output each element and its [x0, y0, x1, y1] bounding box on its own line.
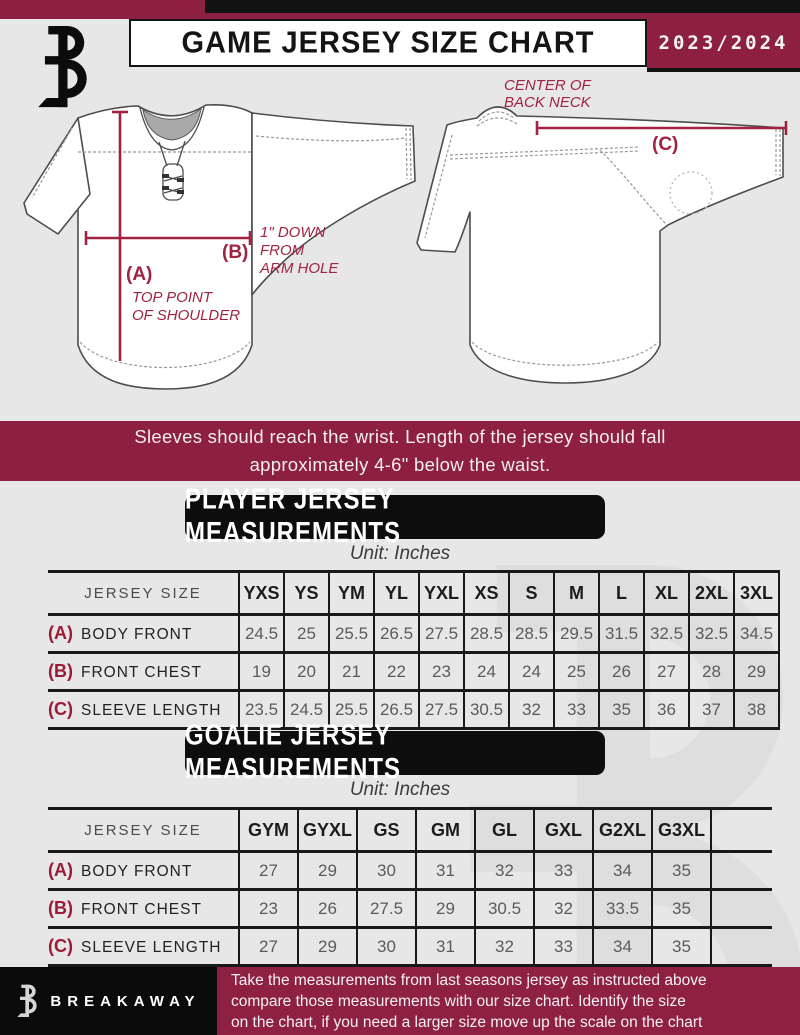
measurement-value: 32.5 [644, 615, 689, 653]
measurement-row [48, 928, 772, 966]
label-b-note-2: FROM [260, 242, 305, 259]
measurement-value: 35 [599, 691, 644, 729]
label-c-note-2: BACK NECK [504, 94, 591, 111]
measurement-row [48, 653, 779, 691]
row-title: FRONT CHEST [81, 901, 202, 918]
size-column-header: L [599, 572, 644, 615]
measurement-value: 20 [284, 653, 329, 691]
size-column-header: G3XL [652, 809, 711, 852]
size-column-header: S [509, 572, 554, 615]
blank-cell [711, 890, 772, 928]
size-column-header: GM [416, 809, 475, 852]
fit-note-line-2: approximately 4-6" below the waist. [249, 454, 551, 475]
measurement-value: 34.5 [734, 615, 779, 653]
measurement-value: 31 [416, 928, 475, 966]
measurement-value: 32 [534, 890, 593, 928]
measurement-value: 27 [239, 852, 298, 890]
row-title: BODY FRONT [81, 863, 193, 880]
measurement-value: 25.5 [329, 691, 374, 729]
measurement-value: 31 [416, 852, 475, 890]
measurement-value: 26.5 [374, 691, 419, 729]
row-key: (C) [48, 936, 73, 956]
measurement-value: 29 [298, 852, 357, 890]
page-title: GAME JERSEY SIZE CHART [181, 25, 595, 60]
front-jersey-diagram [24, 105, 415, 389]
back-jersey-diagram [417, 80, 786, 383]
row-title: FRONT CHEST [81, 664, 202, 681]
size-column-header: YM [329, 572, 374, 615]
measurement-value: 27.5 [419, 615, 464, 653]
measurement-value: 29 [298, 928, 357, 966]
measurement-value: 38 [734, 691, 779, 729]
blank-cell [711, 928, 772, 966]
jersey-diagrams [0, 80, 800, 420]
measurement-value: 34 [593, 852, 652, 890]
measurement-value: 33 [534, 852, 593, 890]
measurement-value: 24 [509, 653, 554, 691]
measurement-value: 26 [599, 653, 644, 691]
measurement-value: 23.5 [239, 691, 284, 729]
measurement-value: 32 [509, 691, 554, 729]
measurement-value: 25.5 [329, 615, 374, 653]
blank-column [711, 809, 772, 852]
measurement-value: 31.5 [599, 615, 644, 653]
table-corner-label: JERSEY SIZE [84, 821, 202, 839]
measurement-value: 26 [298, 890, 357, 928]
measurement-value: 28.5 [464, 615, 509, 653]
measurement-value: 30.5 [475, 890, 534, 928]
measurement-value: 27 [239, 928, 298, 966]
measurement-value: 24 [464, 653, 509, 691]
measurement-value: 23 [239, 890, 298, 928]
measurement-value: 29 [416, 890, 475, 928]
breakaway-footer-logo [16, 982, 40, 1020]
measurement-value: 25 [554, 653, 599, 691]
fit-note-banner [0, 421, 800, 481]
size-column-header: GYM [239, 809, 298, 852]
footer-brand-box [0, 967, 217, 1035]
measurement-value: 27 [644, 653, 689, 691]
size-column-header: GL [475, 809, 534, 852]
footer-note-line-1: Take the measurements from last seasons jersey as instructed above [231, 971, 707, 989]
row-label [48, 890, 239, 928]
measurement-value: 27.5 [357, 890, 416, 928]
player-unit-label: Unit: Inches [349, 543, 451, 564]
measurement-value: 33 [534, 928, 593, 966]
measurement-value: 26.5 [374, 615, 419, 653]
size-column-header: YS [284, 572, 329, 615]
footer-note-line-3: on the chart, if you need a larger size move up the scale on the chart [231, 1013, 703, 1031]
label-b: (B) [222, 242, 249, 263]
measurement-value: 33 [554, 691, 599, 729]
goalie-unit-label: Unit: Inches [349, 779, 451, 800]
fit-note-line-1: Sleeves should reach the wrist. Length of the jersey should fall [134, 426, 666, 447]
table-corner-label: JERSEY SIZE [84, 584, 202, 602]
measurement-value: 28.5 [509, 615, 554, 653]
measurement-value: 35 [652, 928, 711, 966]
measurement-value: 21 [329, 653, 374, 691]
header-black-strip [205, 0, 800, 13]
row-label [48, 852, 239, 890]
size-column-header: XL [644, 572, 689, 615]
size-column-header: YL [374, 572, 419, 615]
measurement-value: 36 [644, 691, 689, 729]
measurement-value: 30 [357, 852, 416, 890]
measurement-value: 29 [734, 653, 779, 691]
goalie-section-title: GOALIE JERSEY MEASUREMENTS [185, 719, 402, 786]
measurement-value: 34 [593, 928, 652, 966]
label-c: (C) [652, 134, 679, 155]
size-column-header: YXS [239, 572, 284, 615]
label-b-note-3: ARM HOLE [260, 260, 339, 277]
season-label: 2023/2024 [658, 31, 789, 54]
measurement-row [48, 615, 779, 653]
row-key: (C) [48, 699, 73, 719]
size-column-header: 2XL [689, 572, 734, 615]
label-c-note-1: CENTER OF [504, 80, 591, 94]
player-section-banner [185, 483, 605, 550]
measurement-row [48, 852, 772, 890]
label-a-note-2: OF SHOULDER [132, 307, 241, 324]
measurement-value: 30.5 [464, 691, 509, 729]
size-column-header: GS [357, 809, 416, 852]
measurement-value: 27.5 [419, 691, 464, 729]
measurement-value: 32 [475, 928, 534, 966]
row-title: SLEEVE LENGTH [81, 702, 222, 719]
brand-name: BREAKAWAY [50, 992, 201, 1010]
row-label [48, 615, 239, 653]
goalie-section-banner [185, 719, 605, 786]
row-label [48, 653, 239, 691]
page-title-banner [129, 19, 647, 67]
label-b-note-1: 1" DOWN [260, 224, 326, 241]
measurement-value: 28 [689, 653, 734, 691]
size-column-header: M [554, 572, 599, 615]
size-column-header: G2XL [593, 809, 652, 852]
measurement-value: 35 [652, 852, 711, 890]
label-a: (A) [126, 264, 153, 285]
measurement-row [48, 890, 772, 928]
measurement-value: 19 [239, 653, 284, 691]
measurement-value: 25 [284, 615, 329, 653]
goalie-measurements-table [48, 807, 772, 967]
measurement-value: 24.5 [239, 615, 284, 653]
size-column-header: GXL [534, 809, 593, 852]
size-column-header: YXL [419, 572, 464, 615]
player-measurements-table [48, 570, 780, 730]
measurement-value: 32.5 [689, 615, 734, 653]
size-column-header: 3XL [734, 572, 779, 615]
row-key: (B) [48, 898, 73, 918]
footer-note-line-2: compare those measurements with our size chart. Identify the size [231, 992, 686, 1010]
season-badge [647, 17, 800, 72]
blank-cell [711, 852, 772, 890]
measurement-value: 33.5 [593, 890, 652, 928]
row-key: (A) [48, 623, 73, 643]
label-a-note-1: TOP POINT [132, 289, 213, 306]
row-title: BODY FRONT [81, 626, 193, 643]
measurement-value: 23 [419, 653, 464, 691]
measurement-value: 22 [374, 653, 419, 691]
row-key: (B) [48, 661, 73, 681]
row-label [48, 928, 239, 966]
measurement-value: 35 [652, 890, 711, 928]
measurement-value: 37 [689, 691, 734, 729]
footer-instructions [217, 967, 800, 1035]
size-column-header: XS [464, 572, 509, 615]
size-column-header: GYXL [298, 809, 357, 852]
measurement-value: 24.5 [284, 691, 329, 729]
measurement-value: 32 [475, 852, 534, 890]
player-section-title: PLAYER JERSEY MEASUREMENTS [185, 483, 402, 550]
measurement-value: 29.5 [554, 615, 599, 653]
measurement-value: 30 [357, 928, 416, 966]
row-title: SLEEVE LENGTH [81, 939, 222, 956]
row-key: (A) [48, 860, 73, 880]
